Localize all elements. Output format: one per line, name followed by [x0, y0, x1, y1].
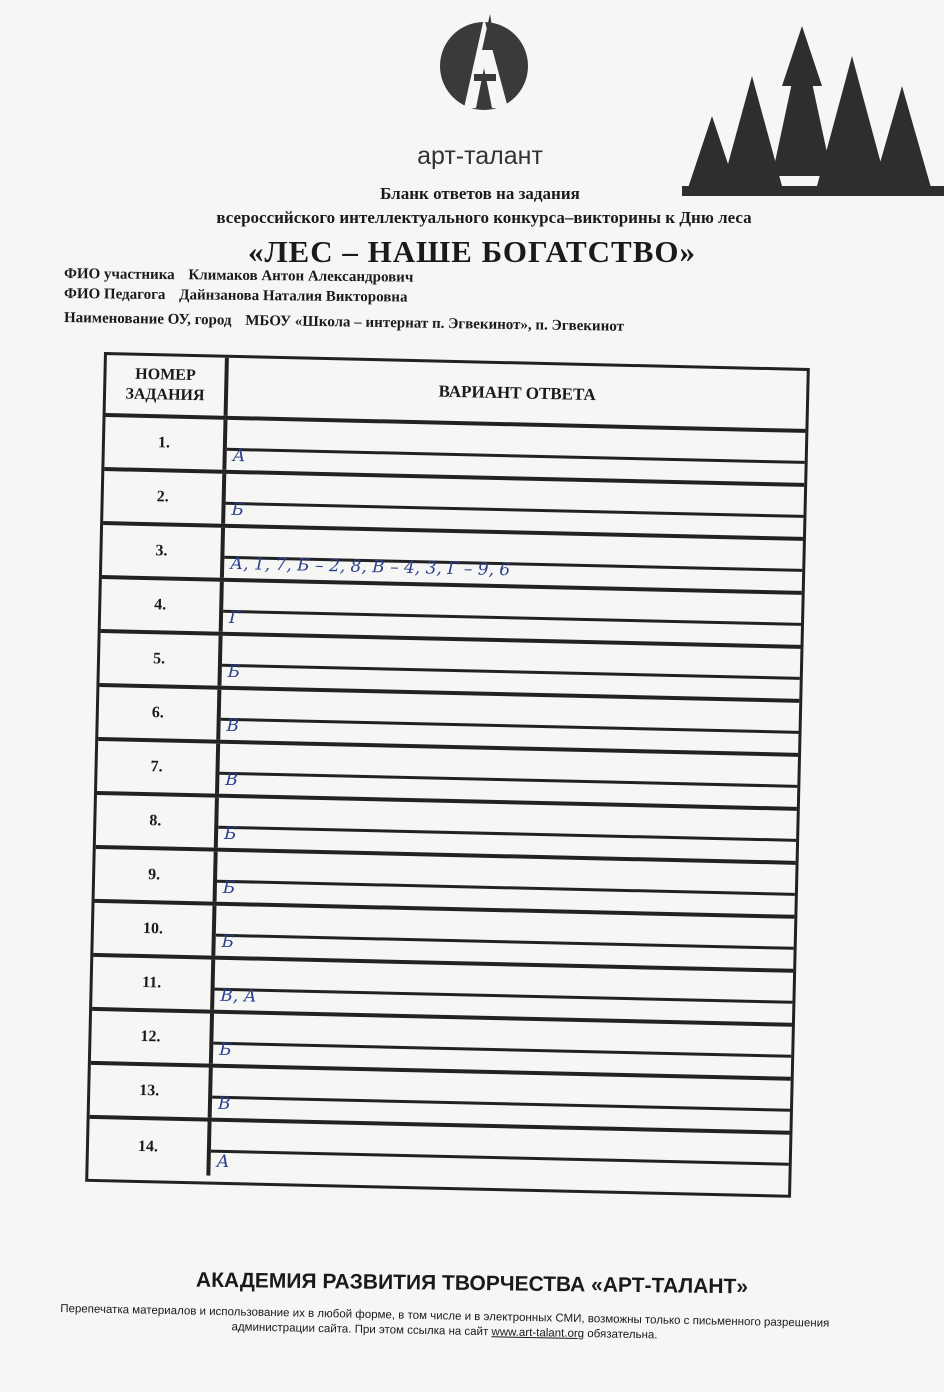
- task-number: 1.: [104, 417, 227, 470]
- site-link[interactable]: www.art-talant.org: [491, 1326, 585, 1341]
- brand-name: арт-талант: [417, 142, 543, 170]
- teacher-line: [64, 286, 408, 307]
- contest-title: «ЛЕС – НАШЕ БОГАТСТВО»: [247, 234, 697, 269]
- header-label-2: ЗАДАНИЯ: [125, 385, 205, 405]
- task-number: 3.: [102, 525, 225, 578]
- handwritten-answer: Б: [221, 931, 235, 953]
- task-number: 7.: [97, 741, 220, 794]
- handwritten-answer: Г: [228, 607, 241, 629]
- handwritten-answer: А: [232, 445, 246, 467]
- art-talant-logo: [434, 10, 534, 128]
- contest-description: всероссийского интеллектуального конкурса–викторины к Дню леса: [216, 208, 752, 227]
- handwritten-answer: В: [226, 715, 240, 737]
- participant-name: Климаков Антон Александрович: [188, 267, 414, 286]
- handwritten-answer: Б: [218, 1039, 232, 1061]
- teacher-label: ФИО Педагога: [63, 286, 166, 304]
- answers-table: [85, 352, 810, 1198]
- participant-label: ФИО участника: [63, 266, 175, 284]
- forest-illustration: [682, 26, 944, 196]
- teacher-name: Дайнзанова Наталия Викторовна: [179, 287, 408, 306]
- handwritten-answer: Б: [231, 499, 245, 521]
- task-number: 2.: [103, 471, 226, 524]
- header-label-1: НОМЕР: [135, 365, 196, 385]
- task-number: 9.: [95, 849, 218, 902]
- form-subtitle: Бланк ответов на задания: [380, 184, 580, 203]
- participant-line: [64, 266, 414, 287]
- school-name: МБОУ «Школа – интернат п. Эгвекинот», п. Эгвекинот: [245, 312, 625, 335]
- task-number: 10.: [93, 903, 216, 956]
- school-line: [64, 310, 624, 336]
- task-number-header: [106, 355, 229, 416]
- task-number: 11.: [92, 957, 215, 1010]
- task-number: 8.: [96, 795, 219, 848]
- handwritten-answer: Б: [222, 877, 236, 899]
- answer-header: ВАРИАНТ ОТВЕТА: [438, 381, 596, 405]
- handwritten-answer: Б: [227, 661, 241, 683]
- copyright-text-end: обязательна.: [584, 1328, 658, 1342]
- handwritten-answer: А: [216, 1151, 230, 1173]
- school-label: Наименование ОУ, город: [63, 310, 232, 329]
- task-number: 13.: [90, 1065, 213, 1118]
- task-number: 14.: [88, 1119, 211, 1176]
- handwritten-answer: В, А: [220, 985, 257, 1007]
- handwritten-answer: А, 1, 7, Б – 2, 8, В – 4, 3, Г – 9, 6: [229, 553, 511, 581]
- task-number: 6.: [98, 687, 221, 740]
- task-number: 5.: [99, 633, 222, 686]
- task-number: 12.: [91, 1011, 214, 1064]
- copyright-text: Перепечатка материалов и использование их в любой форме, в том числе и в электронных СМИ, возможны только с письменного разрешения администрации сайта. При этом ссылка на сайт: [60, 1303, 830, 1339]
- footer-title: АКАДЕМИЯ РАЗВИТИЯ ТВОРЧЕСТВА «АРТ-ТАЛАНТ»: [195, 1268, 749, 1299]
- copyright-note: [59, 1302, 829, 1347]
- handwritten-answer: Б: [223, 823, 237, 845]
- task-number: 4.: [101, 579, 224, 632]
- handwritten-answer: В: [225, 769, 239, 791]
- handwritten-answer: В: [217, 1093, 231, 1115]
